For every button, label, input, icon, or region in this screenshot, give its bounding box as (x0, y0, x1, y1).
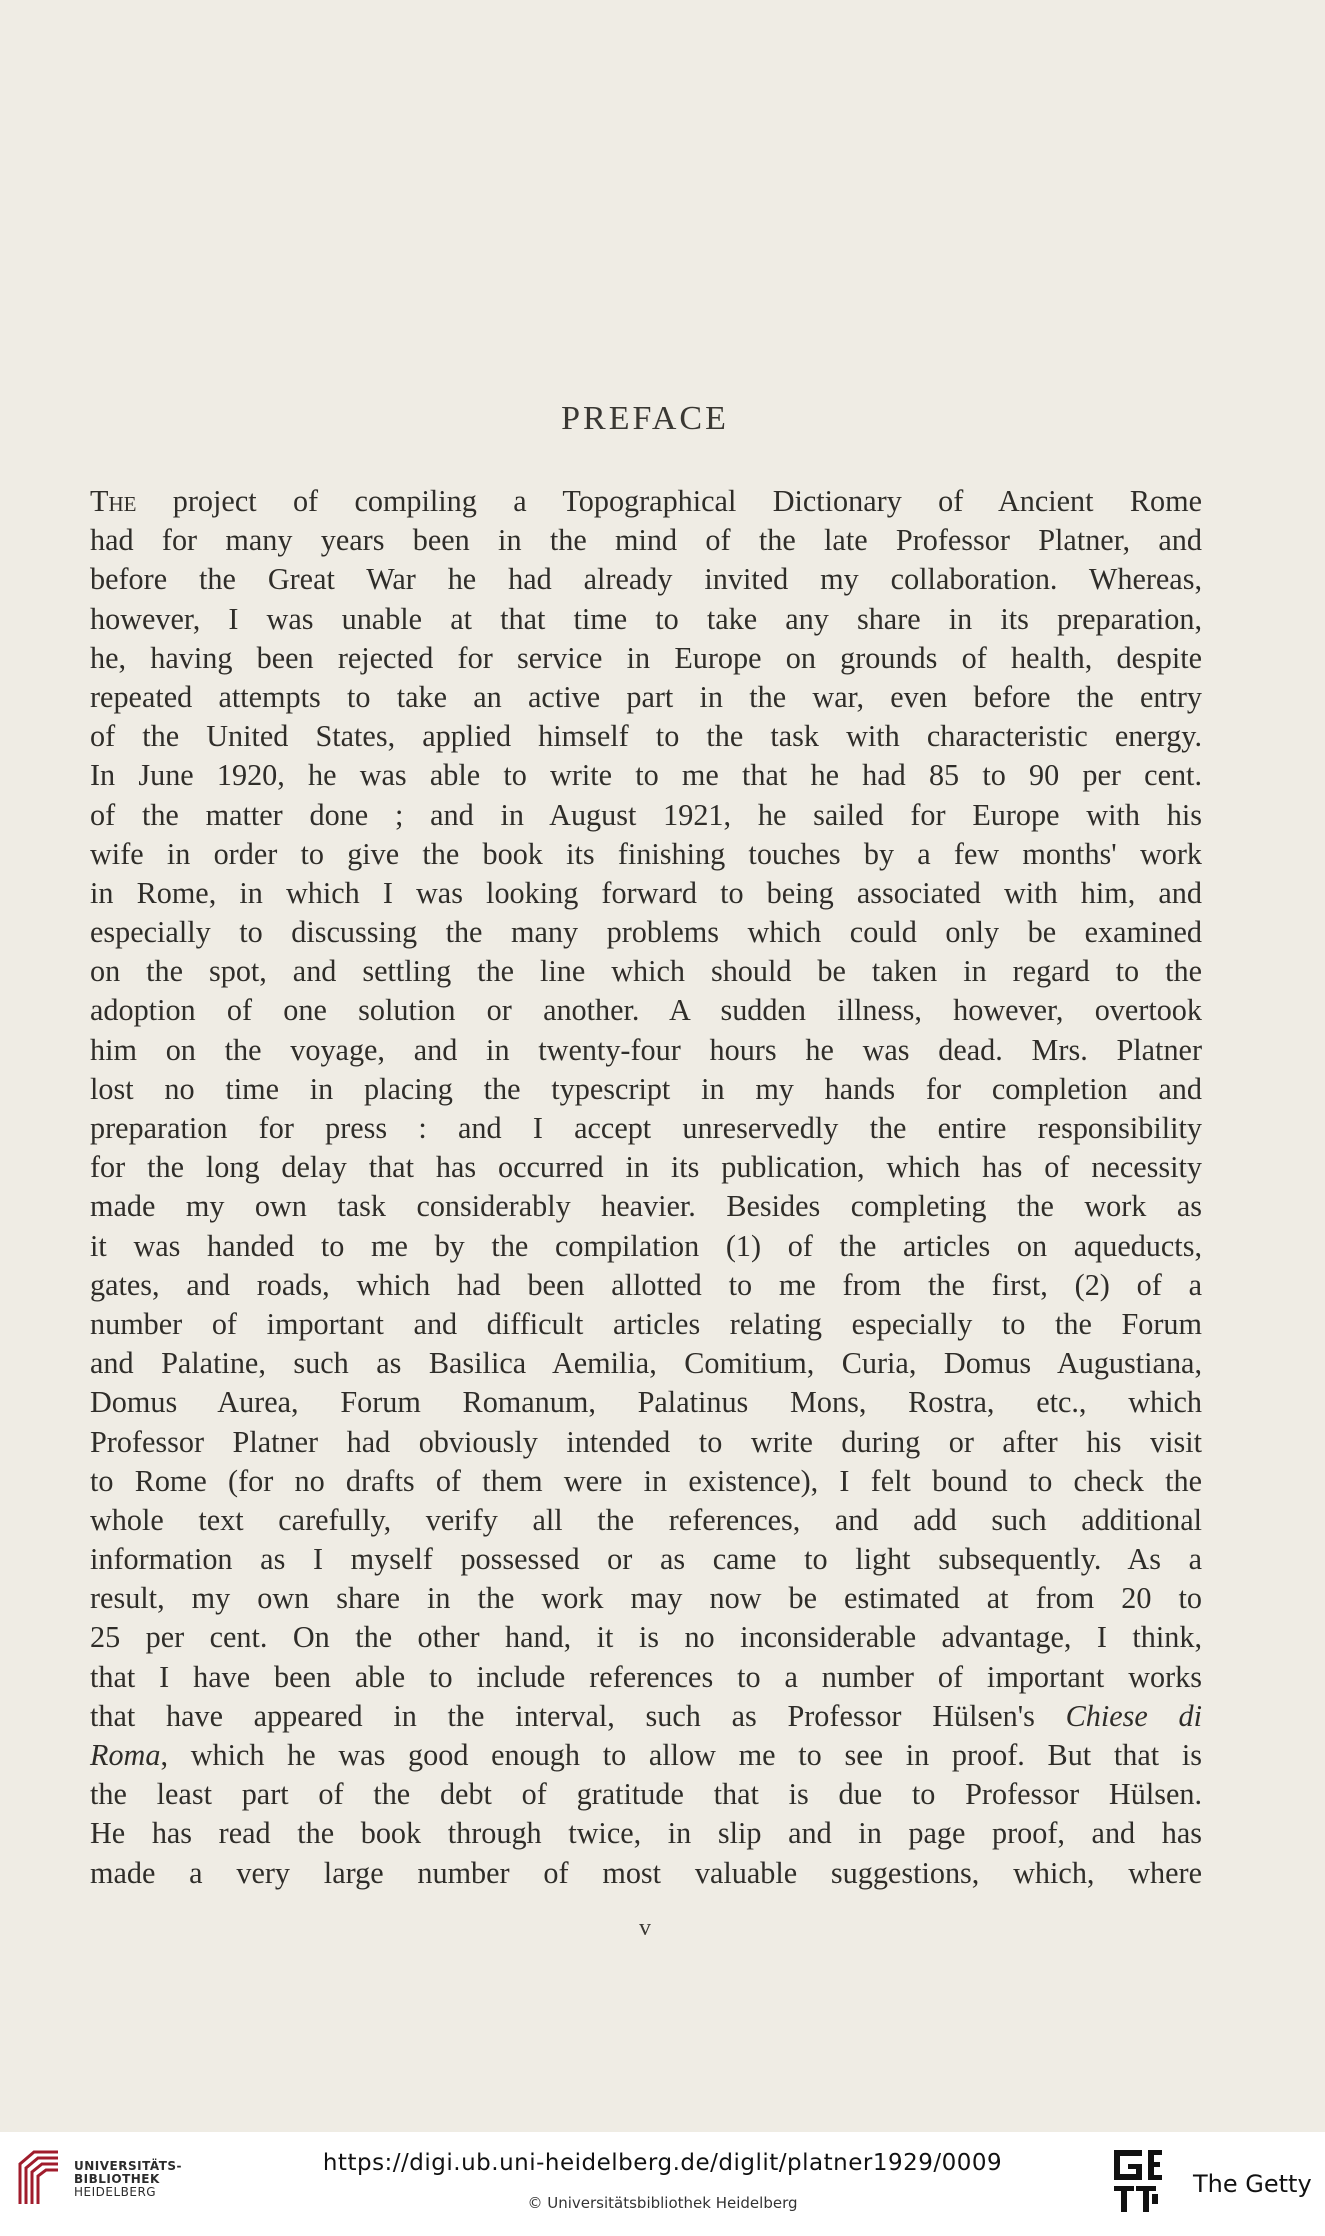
text-line: made my own task considerably heavier. Besides completing the work as (90, 1189, 1202, 1224)
text-line: Professor Platner had obviously intended to write during or after his visit (90, 1424, 1202, 1459)
text-line: it was handed to me by the compilation (1) of the articles on aqueducts, (90, 1228, 1202, 1263)
text-line: him on the voyage, and in twenty-four hours he was dead. Mrs. Platner (90, 1032, 1202, 1067)
text-line: result, my own share in the work may now be estimated at from 20 to (90, 1581, 1202, 1616)
text-line: The project of compiling a Topographical Dictionary of Ancient Rome (90, 484, 1202, 518)
text-line: adoption of one solution or another. A sudden illness, however, overtook (90, 993, 1202, 1028)
text-line: He has read the book through twice, in slip and in page proof, and has (90, 1816, 1202, 1851)
text-line: In June 1920, he was able to write to me that he had 85 to 90 per cent. (90, 758, 1202, 793)
text-line: on the spot, and settling the line which should be taken in regard to the (90, 954, 1202, 989)
copyright-notice: © Universitätsbibliothek Heidelberg (527, 2194, 798, 2212)
text-line: Roma, which he was good enough to allow me to see in proof. But that is (90, 1738, 1202, 1772)
text-line: that I have been able to include references to a number of important works (90, 1659, 1202, 1694)
text-line: of the United States, applied himself to the task with characteristic energy. (90, 719, 1202, 754)
text-line: in Rome, in which I was looking forward to being associated with him, and (90, 875, 1202, 910)
text-line: he, having been rejected for service in Europe on grounds of health, despite (90, 640, 1202, 675)
permalink-url[interactable]: https://digi.ub.uni-heidelberg.de/diglit/platner1929/0009 (322, 2150, 1003, 2176)
text-line: repeated attempts to take an active part in the war, even before the entry (90, 679, 1202, 714)
text-line: especially to discussing the many problems which could only be examined (90, 915, 1202, 950)
italic-title-chiese: Chiese di (1065, 1698, 1202, 1733)
page-title: PREFACE (561, 400, 729, 437)
text-line: for the long delay that has occurred in its publication, which has of necessity (90, 1150, 1202, 1185)
text-line: made a very large number of most valuable suggestions, which, where (90, 1855, 1202, 1890)
library-name: UNIVERSITÄTS- BIBLIOTHEK HEIDELBERG (74, 2159, 183, 2199)
page-number: v (639, 1915, 651, 1941)
text-line: preparation for press : and I accept unreservedly the entire responsibility (90, 1111, 1202, 1145)
text-line: of the matter done ; and in August 1921, he sailed for Europe with his (90, 797, 1202, 832)
first-word: The (90, 484, 137, 518)
footer-bar (0, 2132, 1325, 2236)
text-line: that have appeared in the interval, such as Professor Hülsen's Chiese di (90, 1698, 1202, 1733)
text-line: lost no time in placing the typescript in my hands for completion and (90, 1071, 1202, 1106)
text-line: before the Great War he had already invited my collaboration. Whereas, (90, 562, 1202, 597)
text-line: had for many years been in the mind of the late Professor Platner, and (90, 523, 1202, 558)
text-line: 25 per cent. On the other hand, it is no inconsiderable advantage, I think, (90, 1620, 1202, 1655)
partner-name: The Getty (1193, 2170, 1312, 2198)
preface-text (90, 482, 1202, 1893)
text-line: whole text carefully, verify all the references, and add such additional (90, 1502, 1202, 1537)
text-line: however, I was unable at that time to take any share in its preparation, (90, 601, 1202, 636)
text-line: to Rome (for no drafts of them were in existence), I felt bound to check the (90, 1463, 1202, 1498)
text-line: wife in order to give the book its finishing touches by a few months' work (90, 836, 1202, 871)
text-line: Domus Aurea, Forum Romanum, Palatinus Mons, Rostra, etc., which (90, 1385, 1202, 1420)
text-line: and Palatine, such as Basilica Aemilia, Comitium, Curia, Domus Augustiana, (90, 1346, 1202, 1381)
italic-title-roma: Roma (90, 1738, 161, 1772)
text-line: gates, and roads, which had been allotted to me from the first, (2) of a (90, 1267, 1202, 1302)
text-line: the least part of the debt of gratitude that is due to Professor Hülsen. (90, 1777, 1202, 1812)
getty-logo-icon[interactable] (1110, 2146, 1166, 2220)
text-line: number of important and difficult articles relating especially to the Forum (90, 1306, 1202, 1341)
text-line: information as I myself possessed or as came to light subsequently. As a (90, 1542, 1202, 1577)
